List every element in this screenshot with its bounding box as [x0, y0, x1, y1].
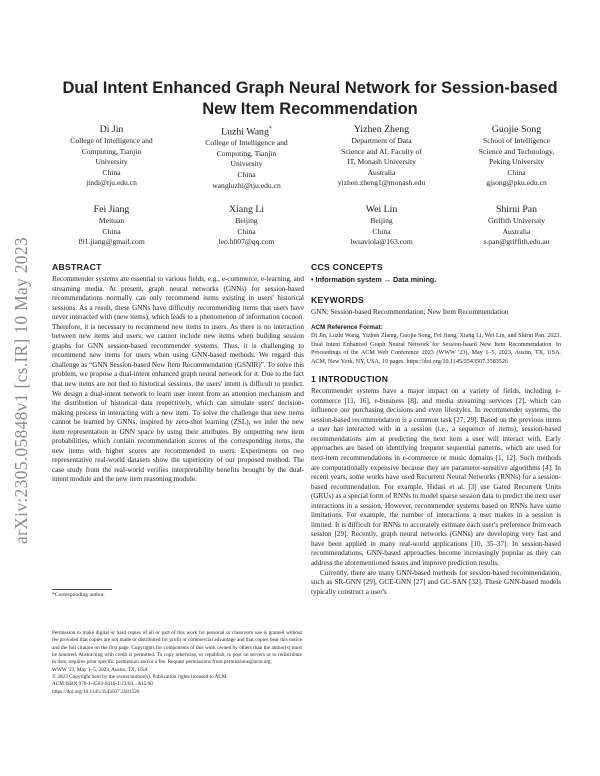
abstract-heading: ABSTRACT	[52, 262, 102, 272]
author-affiliation-line: Computing, Tianjin	[216, 148, 277, 158]
author-email: wangluzhi@tju.edu.cn	[212, 180, 281, 190]
author-email: gjsong@pku.edu.cn	[486, 178, 547, 188]
author-block	[314, 203, 449, 248]
author-affiliation-line: School of Intelligence	[482, 136, 551, 145]
author-affiliation-line: University	[95, 157, 128, 167]
acm-reference-heading: ACM Reference Format:	[311, 324, 383, 332]
abstract-text: Recommender systems are essential to various fields, e.g., e-commerce, e-learning, and streaming media. At present, graph neural networks (GNNs) for session-based recommendations normally can only recommend items existing in users' historical sessions. As a result, these GNNs have difficulty recommending items that users have never interacted with (new items), which leads to a phenomenon of information cocoon. Therefore, it is necessary to recommend new items to users. As there is no interaction between new items and users, we cannot include new items when building session graphs for GNN session-based recommender systems. Thus, it is challenging to recommend new items for users when using GNN-based methods. We regard this challenge as “GNN Session-based New Item Recommendation (GSNIR)”. To solve this problem, we propose a dual-intent enhanced graph neural network for it. Due to the fact that new items are not tied to historical sessions, the users' intent is difficult to predict. We design a dual-intent network to learn user intent from an attention mechanism and the distribution of historical data respectively, which can simulate users' decision-making process in interacting with a new item. To solve the challenge that new items cannot be learned by GNNs, inspired by zero-shot learning (ZSL), we infer the new item representation in GNN space by using their attributes. By outputting new item probabilities, which contain recommendation scores of the corresponding items, the new items with higher scores are recommended to users. Experiments on two representative real-world datasets show the superiority of our proposed method. The case study from the real-world verifies interpretability benefits brought by the dual-intent module and the new item reasoning module.	[52, 275, 304, 484]
copyright-line: © 2023 Copyright held by the owner/author(s). Publication rights licensed to ACM.	[52, 674, 228, 681]
title-line: Dual Intent Enhanced Graph Neural Network for Session-based	[62, 79, 558, 97]
author-affiliation-line: Beijing	[235, 216, 258, 225]
author-block	[44, 123, 179, 191]
author-affiliation-line: Beijing	[370, 216, 393, 225]
author-name-wrap	[179, 123, 314, 138]
paper-title	[40, 78, 580, 120]
author-affiliation-line: Meituan	[98, 216, 125, 225]
author-country: Australia	[367, 167, 396, 177]
author-block	[449, 123, 584, 191]
author-email: f91.jiang@gmail.com	[78, 237, 145, 247]
conference-line: WWW '23, May 1–5, 2023, Austin, TX, USA	[52, 666, 148, 673]
author-email: jindi@tju.edu.cn	[86, 178, 137, 188]
author-country: Australia	[502, 226, 531, 236]
ccs-heading: CCS CONCEPTS	[311, 262, 383, 272]
keywords-text: GNN; Session-based Recommendation; New Item Recommendation	[311, 307, 509, 316]
author-name: Xiang Li	[228, 204, 265, 215]
author-affiliation-line: College of Intelligence and	[205, 138, 288, 148]
left-column	[52, 262, 304, 485]
author-affiliation-line: Department of Data	[351, 136, 412, 145]
permission-block	[52, 630, 302, 696]
author-email: lwsaviola@163.com	[350, 237, 413, 247]
author-row	[44, 123, 584, 191]
author-email: yizhen.zheng1@monash.edu	[337, 178, 426, 188]
introduction-heading: 1 INTRODUCTION	[311, 374, 389, 385]
intro-paragraph: Currently, there are many GNN-based methods for session-based recommendation, such as SR-GNN [29], GCE-GNN [27] and GC-SAN [32]. These GNN-based models typically construct a user's	[311, 568, 561, 596]
author-name: Wei Lin	[365, 204, 398, 215]
author-name: Di Jin	[99, 124, 124, 135]
acm-reference-text: Di Jin, Luzhi Wang, Yizhen Zheng, Guojie Song, Fei Jiang, Xiang Li, Wei Lin, and Shirui Pan. 2023. Dual Intent Enhanced Graph Neural Network for Session-based New Item Recommendation. In Proceedings of the ACM Web Conference 2023 (WWW '23), May 1–5, 2023, Austin, TX, USA. ACM, New York, NY, USA, 10 pages. https://doi.org/10.1145/3543507.3583526	[311, 333, 561, 365]
author-name: Fei Jiang	[93, 204, 130, 215]
author-block	[449, 203, 584, 248]
author-country: China	[237, 226, 256, 236]
isbn-line: ACM ISBN 978-1-4503-9416-1/23/04... $15.00	[52, 681, 153, 688]
corresponding-footnote: *Corresponding author.	[52, 592, 105, 598]
author-name: Luzhi Wang	[221, 126, 269, 138]
keywords-heading: KEYWORDS	[311, 294, 365, 305]
author-country: China	[507, 167, 526, 177]
ccs-text: • Information system → Data mining.	[311, 275, 437, 284]
author-country: China	[102, 167, 121, 177]
arxiv-stamp-text: arXiv:2305.05848v1 [cs.IR] 10 May 2023	[10, 236, 31, 544]
author-row	[44, 203, 584, 248]
author-affiliation-line: College of Intelligence and	[70, 136, 153, 145]
author-block	[44, 203, 179, 248]
author-country: China	[102, 226, 121, 236]
permission-text: Permission to make digital or hard copies of all or part of this work for personal or classroom use is granted without fee provided that copies are not made or distributed for profit or commercial advantage and that copies bear this notice and the full citation on the first page. Copyrights for components of this work owned by others than the author(s) must be honored. Abstracting with credit is permitted. To copy otherwise, or republish, to post on servers or to redistribute to lists, requires prior specific permission and/or a fee. Request permissions from permissions@acm.org.	[52, 630, 302, 666]
author-affiliation-line: IT, Monash University	[347, 157, 416, 167]
author-block	[314, 123, 449, 191]
author-affiliation-line: Science and Technology,	[478, 146, 555, 156]
author-name: Guojie Song	[491, 124, 542, 135]
author-block	[179, 123, 314, 191]
footnote-rule	[52, 589, 112, 590]
right-column	[311, 262, 561, 597]
author-country: China	[372, 226, 391, 236]
arxiv-stamp	[2, 215, 40, 565]
author-block	[179, 203, 314, 248]
title-line: New Item Recommendation	[202, 100, 418, 118]
author-name: Yizhen Zheng	[353, 124, 410, 135]
ccs-concepts	[311, 275, 561, 286]
author-email: s.pan@griffith.edu.au	[483, 237, 550, 247]
author-affiliation-line: Computing, Tianjin	[81, 146, 142, 156]
author-affiliation-line: Science and AI, Faculty of	[341, 146, 422, 156]
author-affiliation-line: Peking University	[488, 157, 545, 167]
corresponding-mark: *	[268, 126, 272, 132]
author-affiliation-line: University	[230, 159, 263, 169]
intro-paragraph: Recommender systems have a major impact on a variety of fields, including e-commerce [11, 16], e-business [8], and media streaming services [2], which can influence our purchasing decisions and even lifestyles. In recommender systems, the session-based recommendation is a common task [27, 29]. Based on the previous items a user has interacted with in a session (i.e., a sequence of items), session-based recommendations aim at predicting the next item a user will interact with. Early approaches are based on identifying frequent sequential patterns, which are used for next-item recommendations in e-commerce or music domains [1, 12]. Such methods are computationally expensive because they are parameter-sensitive algorithms [4]. In recent years, some works have used Recurrent Neural Networks (RNNs) for a session-based recommendation. For example, Hidasi et al. [3] use Gated Recurrent Units (GRUs) as a special form of RNNs to model sparse session data to predict the next user interactions in a session. However, recommender systems based on RNNs have some limitations. For example, the number of interactions a user makes in a session is limited. It is difficult for RNNs to accurately estimate each user's preference from each session [29]. Recently, graph neural networks (GNNs) are developing very fast and have been applied in many real-world applications [10, 35–37]. In session-based recommendations, GNN-based approaches become increasingly popular as they can address the aforementioned issues and improve prediction results.	[311, 387, 561, 568]
doi-link[interactable]: https://doi.org/10.1145/3543507.3583526	[52, 688, 140, 695]
author-country: China	[237, 170, 256, 180]
author-name: Shirui Pan	[495, 204, 538, 215]
author-email: leo.h007@qq.com	[218, 237, 275, 247]
author-affiliation-line: Griffith University	[487, 216, 546, 225]
